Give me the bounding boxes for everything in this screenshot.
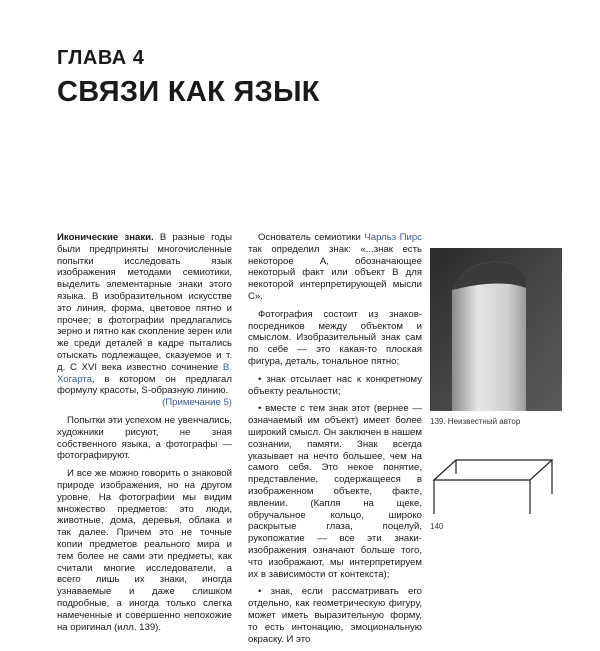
paragraph-iconic-signs <box>57 232 232 409</box>
chapter-title: СВЯЗИ КАК ЯЗЫК <box>57 76 320 108</box>
chapter-label: ГЛАВА 4 <box>57 47 145 69</box>
figure-139-caption: 139. Неизвестный автор <box>430 417 521 426</box>
link-hogarth[interactable]: В. Хогарта <box>57 361 232 385</box>
figure-139-photo <box>430 248 562 411</box>
paragraph-lead: Иконические знаки. <box>57 232 154 243</box>
bullet-item: • знак отсылает нас к конкретному объекту реальности; <box>248 373 422 397</box>
paragraph-pre: Основатель семиотики <box>258 232 365 243</box>
paragraph-peirce <box>248 232 422 303</box>
link-peirce[interactable]: Чарльз Пирс <box>364 232 422 243</box>
bullet-item: • знак, если рассматривать его отдельно, как геометрическую фигуру, может иметь выразительную форму, то есть интонацию, эмоциональную окраску. И это <box>248 586 422 645</box>
paragraph: И все же можно говорить о знаковой природе изображения, но на другом уровне. На фотографии мы видим множество предметов: это люди, животные, дома, деревья, облака и так далее. Причем это не точные копии предметов реального мира и тем более не сами эти предметы, как считали многие исследователи, а всего лишь их знаки, иногда узнаваемые и даже слишком подробные, а иногда только слегка намеченные и совершенно непохожие на оригинал (илл. 139). <box>57 468 232 633</box>
text-column-left <box>57 232 232 639</box>
paragraph-body: В разные годы были предприняты многочисленные попытки исследовать язык изображения методами семиотики, выделить элементарные знаки этого языка. В изобразительном искусстве это линия, форма, цветовое пятно и прочее; в фотографии предлагались зерно и пятно как скопление зерен или же среди деталей в кадре пытались отыскать подлежащее, сказуемое и т. д. С XVI века известно сочинение <box>57 232 232 373</box>
text-column-right <box>248 232 422 651</box>
note-reference[interactable]: (Примечание 5) <box>162 397 232 409</box>
paragraph: Попытки эти успехом не увенчались, художники рисуют, не зная собственного языка, а фотографы — фотографируют. <box>57 414 232 462</box>
bullet-item: • вместе с тем знак этот (вернее — означаемый им объект) имеет более широкий смысл. Он заключен в нашем сознании, памяти. Знак всегда указывает на нечто большее, чем на самого себя. Это некое понятие, представление, содержащееся в изображенном объекте, факте, явлении. (Капля на щеке, обручальное кольцо, широко раскрытые глаза, поцелуй, рукопожатие — все эти знаки-изображения означают больше того, что изображают, мы интерпретируем их в зависимости от контекста); <box>248 403 422 580</box>
figure-140-caption: 140 <box>430 522 444 531</box>
paragraph-end: , в котором он предлагал формулу красоты, S-образную линию. <box>57 373 232 397</box>
paragraph: Фотография состоит из знаков-посредников между объектом и смыслом. Изобразительный знак сам по себе — это какая-то плоская фигура, деталь, тональное пятно; <box>248 308 422 367</box>
paragraph-body: так определил знак: «...знак есть некоторое А, обозначающее некоторый факт или объект В для некоторой интерпретирующей мысли С». <box>248 243 422 302</box>
figure-140-drawing <box>430 452 562 522</box>
